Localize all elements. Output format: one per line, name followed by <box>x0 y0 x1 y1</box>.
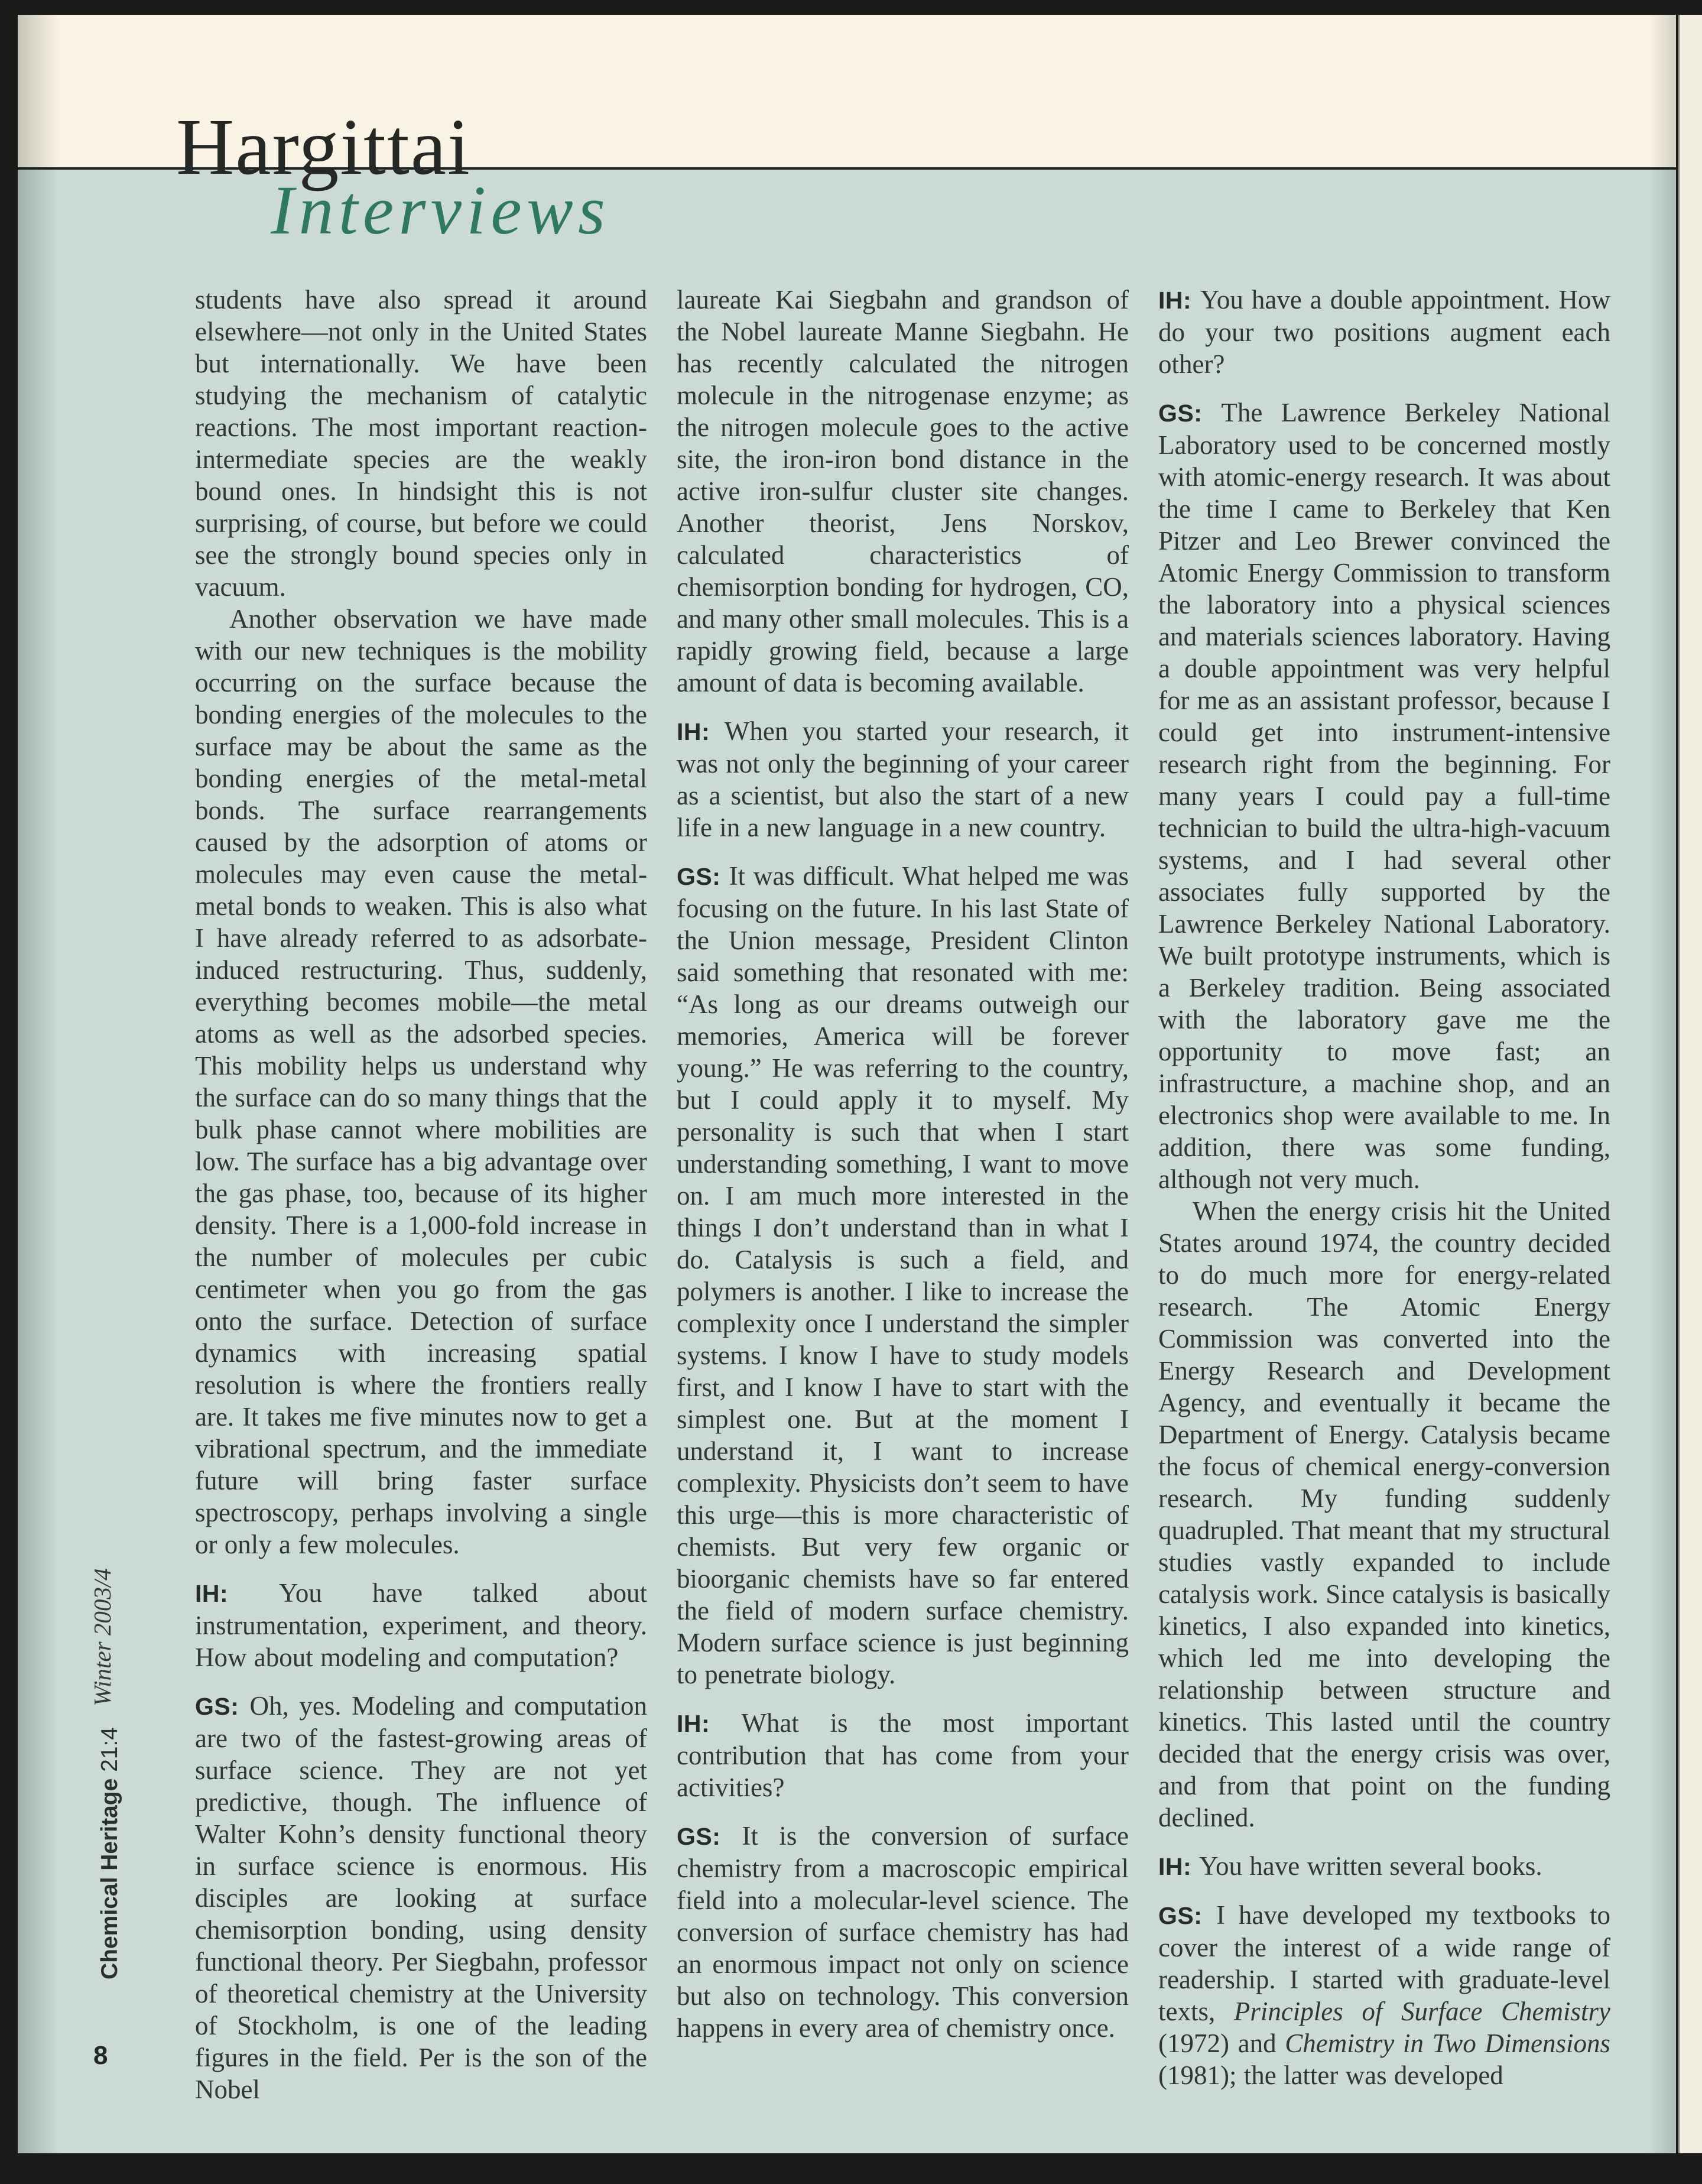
adjacent-page-edge <box>1678 15 1702 2153</box>
page-title: Hargittai <box>176 103 471 192</box>
text-run: The Lawrence Berkeley National Laboratory used to be concerned mostly with atomic-energy research. It was about the time I came to Berkeley that Ken Pitzer and Leo Brewer convinced the Atomic Energy Commission to transform the laboratory into a physical sciences and materials sciences laboratory. Having a double appointment was very helpful for me as an assistant professor, because I could get into instrument-intensive research right from the beginning. For many years I could pay a full-time technician to build the ultra-high-vacuum systems, and I had several other associates fully supported by the Lawrence Berkeley National Laboratory. We built prototype instruments, which is a Berkeley tradition. Being associated with the laboratory gave me the opportunity to move fast; an infrastructure, a machine shop, and an electronics shop were available to me. In addition, there was some funding, although not very much. <box>1158 398 1610 1194</box>
magazine-page <box>18 15 1676 2153</box>
speaker-label-ih: IH: <box>1158 1853 1200 1880</box>
column-1 <box>195 284 647 2105</box>
text-run: Oh, yes. Modeling and computation are two of the fastest-growing areas of surface science. They are not yet predictive, though. The influence of Walter Kohn’s density functional theory in surface science is enormous. His disciples are looking at surface chemisorption bonding, using density functional theory. Per Siegbahn, professor of theoretical chemistry at the University of Stockholm, is one of the leading figures in the field. Per is the son of the Nobel <box>195 1691 647 2104</box>
qa-paragraph-gs <box>677 1820 1129 2044</box>
sidebar-issue-date: Winter 2003/4 <box>89 1568 116 1706</box>
qa-paragraph-gs <box>1158 1899 1610 2091</box>
book-title: Principles of Surface Chemistry <box>1233 1997 1610 2026</box>
text-run: You have talked about instrumentation, experiment, and theory. How about modeling and computation? <box>195 1578 648 1672</box>
text-run: What is the most important contribution that has come from your activities? <box>677 1708 1129 1802</box>
paragraph <box>1158 1195 1610 1833</box>
paragraph <box>677 284 1129 699</box>
sidebar-journal-title <box>96 1727 124 1979</box>
text-run: Another observation we have made with our new techniques is the mobility occurring on the surface because the bonding energies of the molecules to the surface may be about the same as the bonding energies of the metal-metal bonds. The surface rearrangements caused by the adsorption of atoms or molecules may even cause the metal-metal bonds to weaken. This is also what I have already referred to as adsorbate-induced restructuring. Thus, suddenly, everything becomes mobile—the metal atoms as well as the adsorbed species. This mobility helps us understand why the surface can do so many things that the bulk phase cannot where mobilities are low. The surface has a big advantage over the gas phase, too, because of its higher density. There is a 1,000-fold increase in the number of molecules per cubic centimeter when you go from the gas onto the surface. Detection of surface dynamics with increasing spatial resolution is where the frontiers really are. It takes me five minutes now to get a vibrational spectrum, and the immediate future will bring faster surface spectroscopy, perhaps involving a single or only a few molecules. <box>195 604 647 1559</box>
article-columns <box>195 284 1610 2105</box>
text-run: It was difficult. What helped me was focusing on the future. In his last State of the Union message, President Clinton said something that resonated with me: “As long as our dreams outweigh our memories, America will be forever young.” He was referring to the country, but I could apply it to myself. My personality is such that when I start understanding something, I want to move on. I am much more interested in the things I don’t understand than in what I do. Catalysis is such a field, and polymers is another. I like to increase the complexity once I understand the simpler systems. I know I have to study models first, and I know I have to start with the simplest one. But at the moment I understand it, I want to increase complexity. Physicists don’t seem to have this urge—this is more characteristic of chemists. But very few organic or bioorganic chemists have so far entered the field of modern surface chemistry. Modern surface science is just beginning to penetrate biology. <box>677 861 1129 1689</box>
text-run: (1972) and <box>1158 2029 1285 2058</box>
qa-paragraph-gs <box>195 1690 647 2105</box>
book-title: Chemistry in Two Dimensions <box>1285 2029 1610 2058</box>
text-run: When the energy crisis hit the United States around 1974, the country decided to do much more for energy-related research. The Atomic Energy Commission was converted into the Energy Research and Development Agency, and eventually it became the Department of Energy. Catalysis became the focus of chemical energy-conversion research. My funding suddenly quadrupled. That meant that my structural studies vastly expanded to include catalysis work. Since catalysis is basically kinetics, I also expanded into kinetics, which led me into developing the relationship between structure and kinetics. This lasted until the country decided that the energy crisis was over, and from that point on the funding declined. <box>1158 1196 1610 1832</box>
text-run: You have a double appointment. How do your two positions augment each other? <box>1158 285 1611 379</box>
paragraph <box>195 284 647 603</box>
speaker-label-gs: GS: <box>677 863 729 890</box>
paragraph <box>195 603 647 1560</box>
column-2 <box>677 284 1129 2105</box>
page-subtitle: Interviews <box>271 171 610 249</box>
qa-paragraph-ih <box>1158 1850 1610 1883</box>
qa-paragraph-ih <box>677 715 1129 843</box>
column-3 <box>1158 284 1610 2105</box>
speaker-label-gs: GS: <box>1158 1902 1216 1929</box>
speaker-label-gs: GS: <box>1158 400 1222 427</box>
text-run: It is the conversion of surface chemistry from a macroscopic empirical field into a molecular-level science. The conversion of surface chemistry has had an enormous impact not only on science but also on technology. This conversion happens in every area of chemistry once. <box>677 1821 1129 2043</box>
text-run: students have also spread it around elsewhere—not only in the United States but internationally. We have been studying the mechanism of catalytic reactions. The most important reaction-intermediate species are the weakly bound ones. In hindsight this is not surprising, of course, but before we could see the strongly bound species only in vacuum. <box>195 285 647 602</box>
speaker-label-ih: IH: <box>677 1710 742 1737</box>
text-run: I have developed my textbooks to cover the interest of a wide range of readership. I started with graduate-level texts, <box>1158 1900 1610 2026</box>
text-run: You have written several books. <box>1199 1851 1542 1881</box>
speaker-label-ih: IH: <box>195 1580 279 1607</box>
page-number: 8 <box>93 2041 108 2070</box>
qa-paragraph-ih <box>1158 284 1610 380</box>
speaker-label-ih: IH: <box>677 718 725 745</box>
qa-paragraph-ih <box>677 1707 1129 1803</box>
speaker-label-gs: GS: <box>677 1823 742 1850</box>
qa-paragraph-gs <box>677 860 1129 1690</box>
qa-paragraph-ih <box>195 1577 647 1673</box>
speaker-label-gs: GS: <box>195 1693 250 1720</box>
text-run: When you started your research, it was not only the beginning of your career as a scientist, but also the start of a new life in a new language in a new country. <box>677 716 1129 842</box>
text-run: laureate Kai Siegbahn and grandson of the Nobel laureate Manne Siegbahn. He has recently calculated the nitrogen molecule in the nitrogenase enzyme; as the nitrogen molecule goes to the active site, the iron-iron bond distance in the active iron-sulfur cluster site changes. Another theorist, Jens Norskov, calculated characteristics of chemisorption bonding for hydrogen, CO, and many other small molecules. This is a rapidly growing field, because a large amount of data is becoming available. <box>677 285 1129 697</box>
speaker-label-ih: IH: <box>1158 287 1200 314</box>
qa-paragraph-gs <box>1158 397 1610 1195</box>
journal-volume: 21:4 <box>97 1727 122 1772</box>
journal-name: Chemical Heritage <box>97 1778 122 1979</box>
text-run: (1981); the latter was developed <box>1158 2060 1503 2090</box>
